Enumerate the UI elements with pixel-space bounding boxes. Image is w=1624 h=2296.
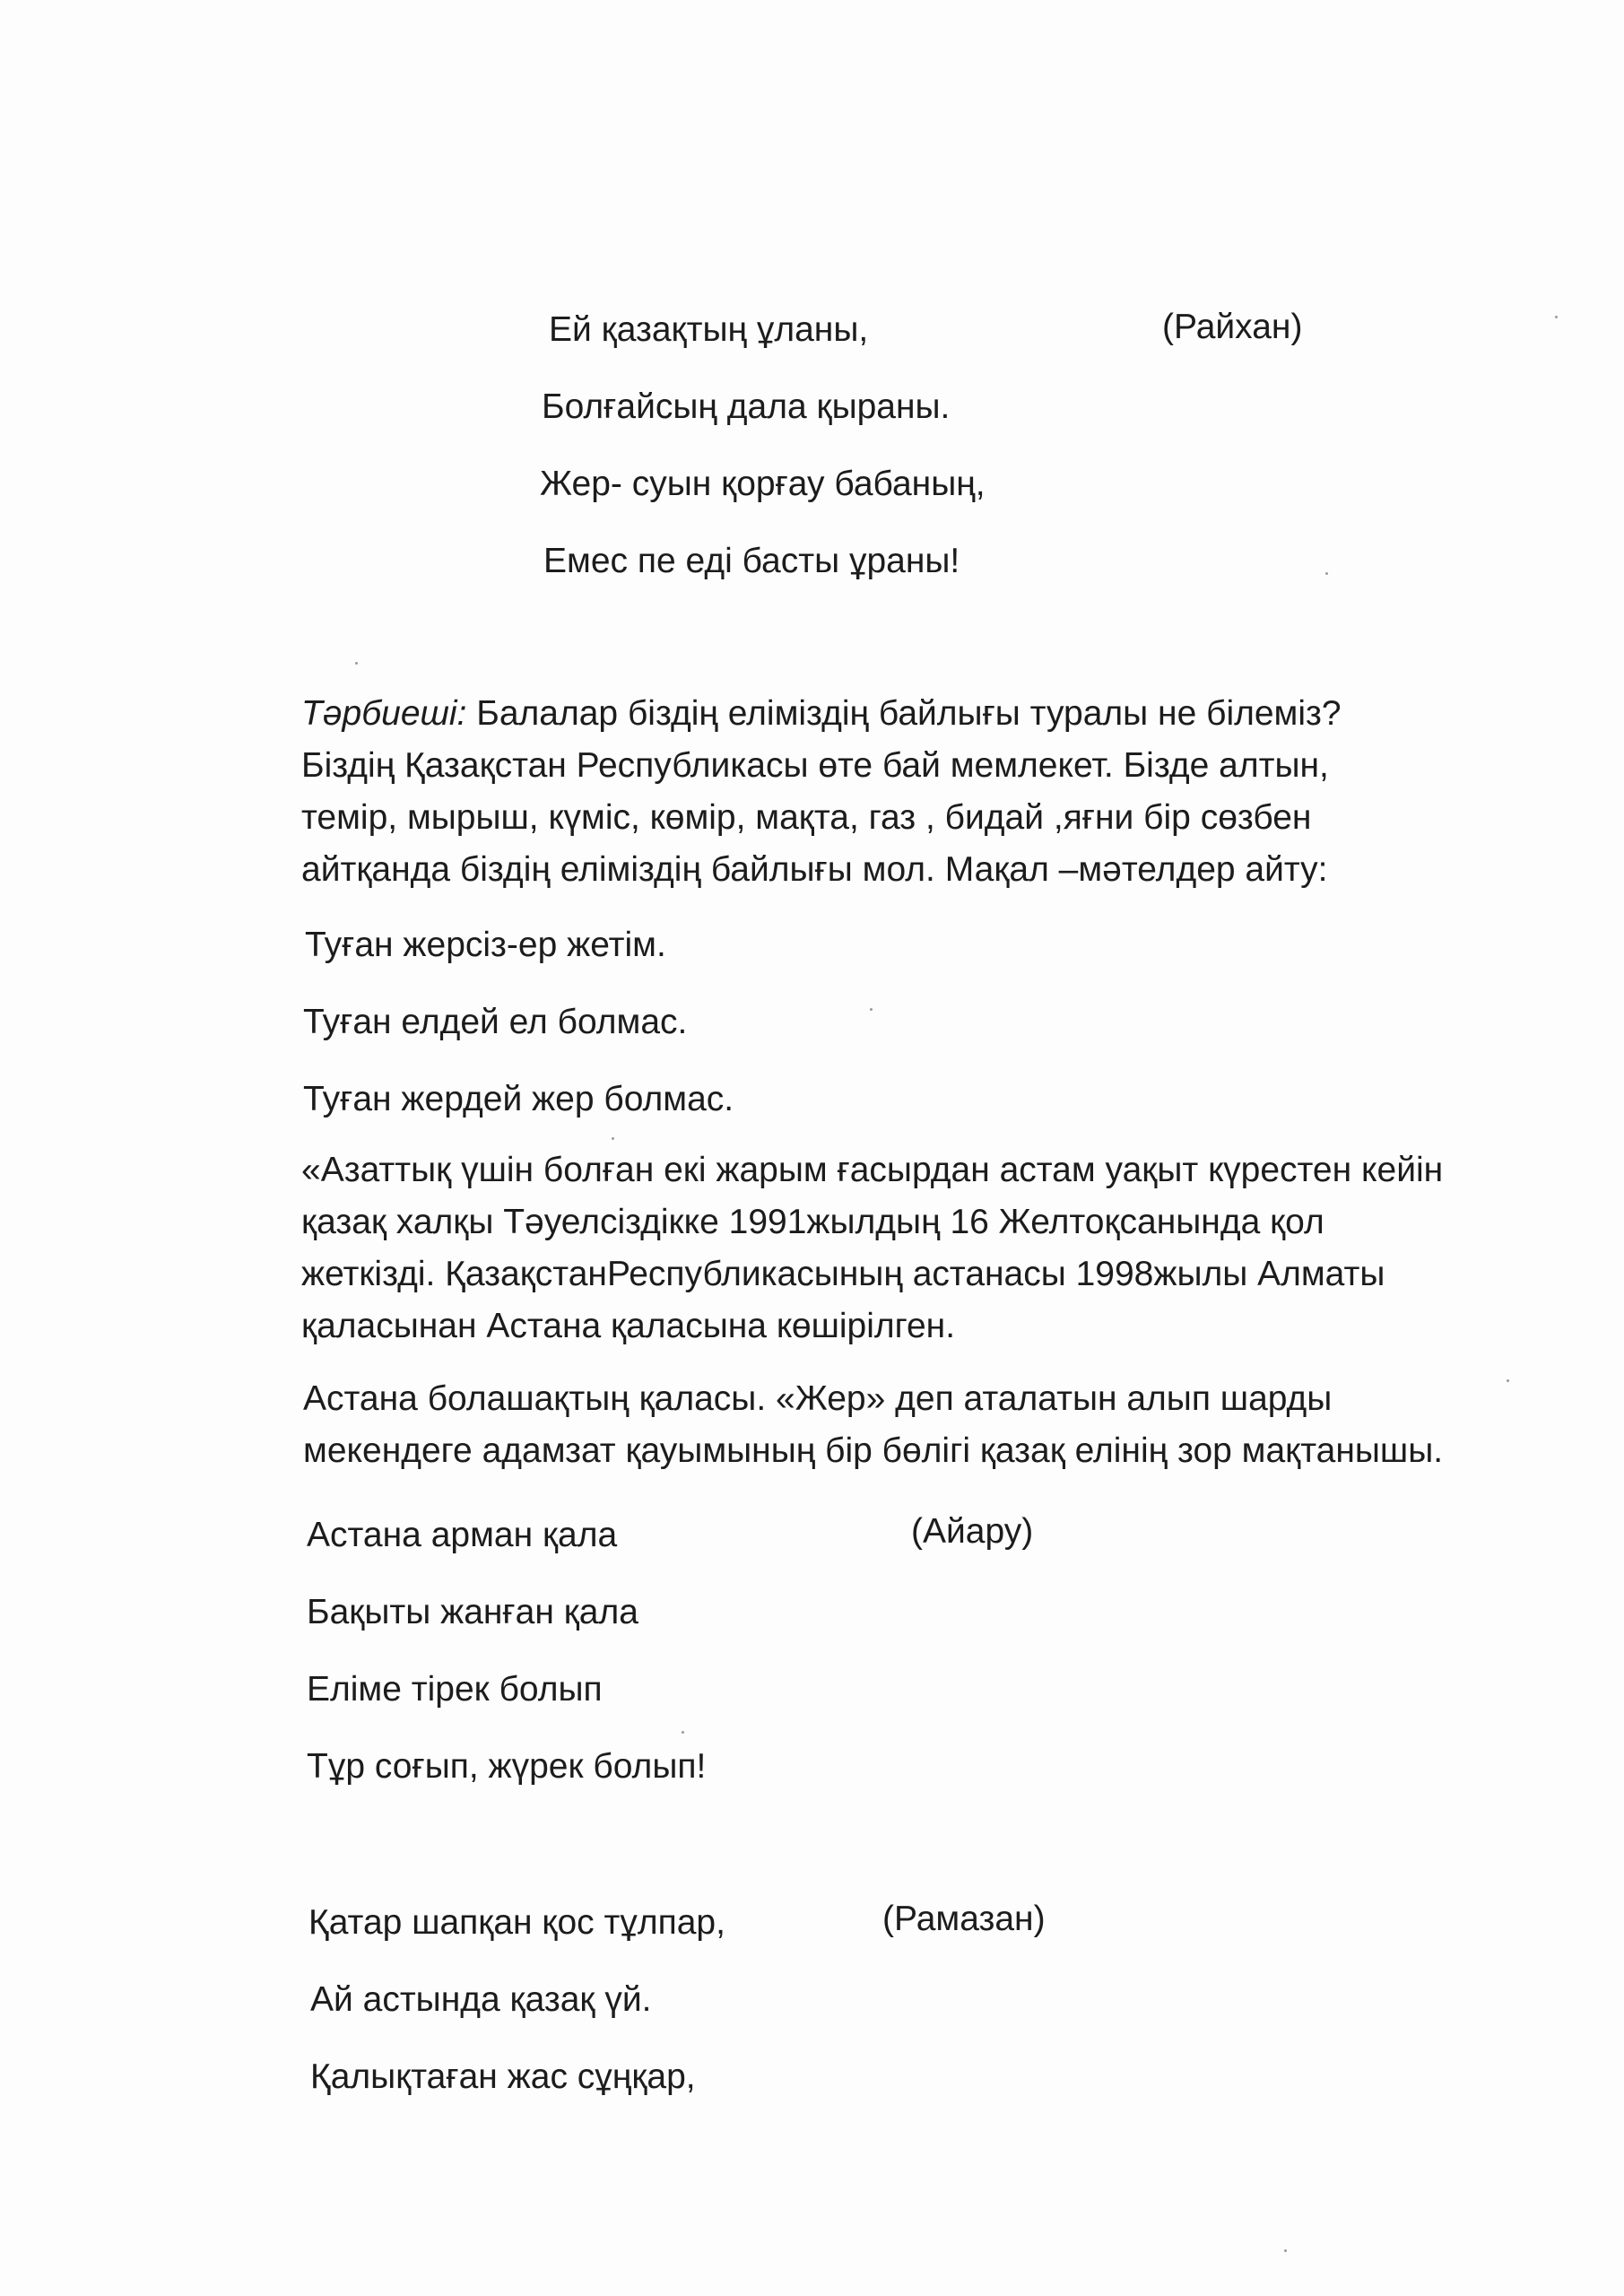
astana-paragraph [303, 1373, 1443, 1477]
intro-line: темір, мырыш, күміс, көмір, мақта, газ , бидай ,яғни бір сөзбен [301, 798, 1312, 837]
proverb: Туған елдей ел болмас. [303, 1003, 688, 1041]
scan-speck [682, 1731, 684, 1734]
scan-speck [355, 662, 358, 665]
scan-speck [1555, 316, 1558, 318]
history-line: «Азаттық үшін болған екі жарым ғасырдан астам уақыт күрестен кейін [301, 1151, 1444, 1189]
poem-line: Ей қазақтың ұланы, [549, 310, 869, 349]
teacher-label: Тәрбиеші: [301, 694, 467, 733]
intro-line: Біздің Қазақстан Республикасы өте бай мемлекет. Бізде алтын, [301, 746, 1329, 785]
proverb: Туған жердей жер болмас. [303, 1080, 734, 1118]
poem-line: Қалықтаған жас сұңқар, [310, 2057, 696, 2096]
speaker-name: (Райхан) [1162, 308, 1303, 346]
poem-line: Жер- суын қорғау бабаның, [540, 465, 986, 503]
history-line: жеткізді. ҚазақстанРеспубликасының астанасы 1998жылы Алматы [301, 1255, 1385, 1293]
poem-line: Бақыты жанған қала [307, 1593, 638, 1631]
poem-line: Болғайсың дала қыраны. [542, 387, 951, 426]
intro-line: айтқанда біздің еліміздің байлығы мол. Мақал –мәтелдер айту: [301, 850, 1328, 889]
poem-line: Астана арман қала [307, 1516, 618, 1554]
intro-line: Балалар біздің еліміздің байлығы туралы не білеміз? [466, 694, 1342, 733]
scan-speck [1325, 572, 1328, 575]
speaker-name: (Айару) [911, 1512, 1034, 1551]
scan-speck [870, 1008, 873, 1011]
history-paragraph [301, 1144, 1443, 1352]
teacher-intro [301, 688, 1342, 896]
poem-line: Қатар шапқан қос тұлпар, [308, 1903, 725, 1942]
history-line: қаласынан Астана қаласына көшірілген. [301, 1307, 956, 1345]
poem-line: Еліме тірек болып [307, 1670, 603, 1709]
scan-speck [612, 1137, 614, 1140]
speaker-name: (Рамазан) [882, 1900, 1046, 1938]
astana-line: Астана болашақтың қаласы. «Жер» деп аталатын алып шарды [303, 1379, 1333, 1418]
proverb: Туған жерсіз-ер жетім. [305, 926, 666, 964]
poem-line: Емес пе еді басты ұраны! [543, 542, 960, 580]
astana-line: мекендеге адамзат қауымының бір бөлігі қазақ елінің зор мақтанышы. [303, 1431, 1444, 1470]
history-line: қазақ халқы Тәуелсіздікке 1991жылдың 16 Желтоқсанында қол [301, 1203, 1324, 1241]
poem-line: Ай астында қазақ үй. [310, 1980, 652, 2019]
poem-line: Тұр соғып, жүрек болып! [307, 1747, 707, 1786]
scan-speck [1507, 1379, 1509, 1382]
scan-speck [1284, 2249, 1287, 2252]
